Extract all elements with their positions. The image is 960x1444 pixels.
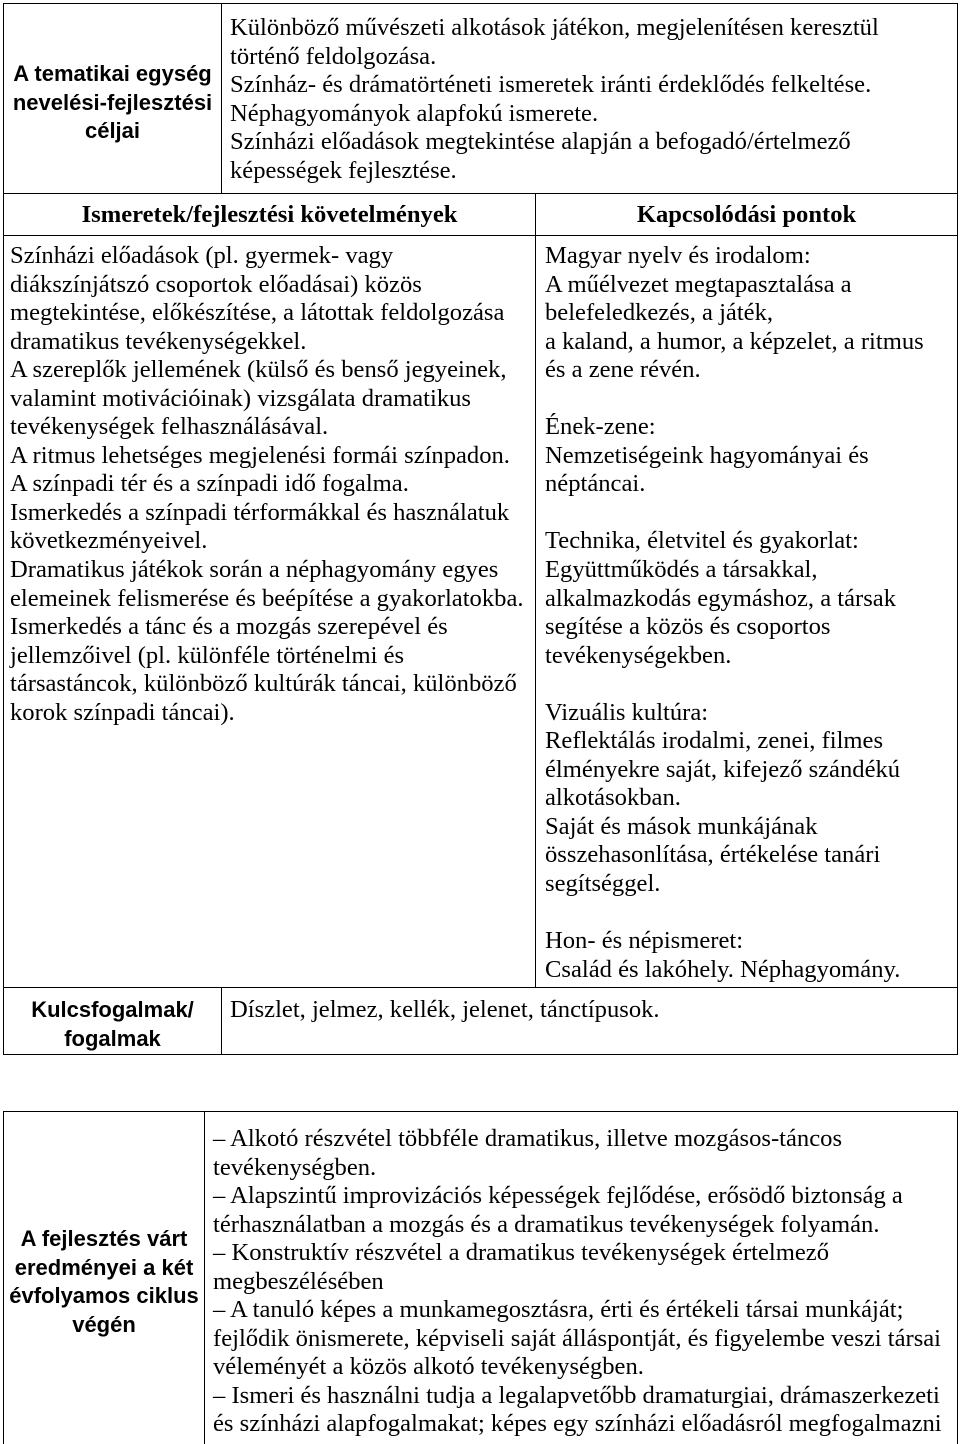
goals-label [4,4,222,194]
outcomes-label-line: A fejlesztés várt [20,1226,188,1251]
connection-line: a kaland, a humor, a képzelet, a ritmus [545,327,924,355]
requirement-line: társastáncok, különböző kultúrák táncai, különböző [10,670,517,698]
connection-subject: Hon- és népismeret: [545,927,744,955]
requirement-line: A színpadi tér és a színpadi idő fogalma. [10,470,409,498]
requirement-line: Ismerkedés a színpadi térformákkal és használatuk [10,498,510,526]
requirement-line: Dramatikus játékok során a néphagyomány egyes [10,556,499,584]
requirement-line: elemeinek felismerése és beépítése a gyakorlatokba. [10,584,524,612]
key-concepts-line: Díszlet, jelmez, kellék, jelenet, tánctípusok. [230,996,660,1023]
requirement-line: diákszínjátszó csoportok előadásai) közös [10,270,422,298]
outcome-line: és színházi alapfogalmakat; képes egy színházi előadásról megfogalmazni [213,1410,942,1438]
requirements-header: Ismeretek/fejlesztési követelmények [4,194,536,236]
connection-line: Család és lakóhely. Néphagyomány. [545,955,901,983]
outcomes-text [205,1112,958,1444]
goals-label-line: céljai [84,118,141,144]
outcomes-table [3,1111,958,1444]
connection-group-hungarian [545,242,953,385]
requirement-line: korok színpadi táncai). [10,698,235,726]
connection-line: néptáncai. [545,470,646,498]
connection-line: Együttműködés a társakkal, [545,556,818,584]
key-concepts-label-line: Kulcsfogalmak/ [31,997,194,1022]
connection-lines [545,727,953,898]
outcomes-label-line: végén [72,1311,136,1337]
key-concepts-text [222,988,958,1055]
connection-line: belefeledkezés, a játék, [545,299,774,327]
connection-lines [545,956,953,985]
goals-text [222,4,958,194]
requirements-text [4,236,536,988]
outcome-line: – Alapszintű improvizációs képességek fejlődése, erősödő biztonság a [213,1182,903,1210]
connection-line: Nemzetiségeink hagyományai és [545,441,869,469]
connection-line: Reflektálás irodalmi, zenei, filmes [545,727,884,755]
connection-line: tevékenységekben. [545,641,732,669]
connection-subject: Vizuális kultúra: [545,698,709,726]
outcomes-label-line: évfolyamos ciklus [9,1283,199,1309]
goals-line: Színház- és drámatörténeti ismeretek iránti érdeklődés felkeltése. [230,71,872,99]
connection-group-technology [545,527,953,670]
requirement-line: dramatikus tevékenységekkel. [10,327,307,355]
connection-line: élményekre saját, kifejező szándékú [545,755,901,783]
connection-subject: Magyar nyelv és irodalom: [545,242,811,269]
goals-line: Néphagyományok alapfokú ismerete. [230,99,599,127]
connection-group-music [545,413,953,499]
outcome-line: térhasználatban a mozgás és a dramatikus tevékenységek folyamán. [213,1210,880,1238]
requirement-line: A ritmus lehetséges megjelenési formái színpadon. [10,441,510,469]
requirement-line: Ismerkedés a tánc és a mozgás szerepével és [10,613,448,641]
connection-group-homeland [545,927,953,984]
connection-line: segítése a közös és csoportos [545,613,831,641]
connection-line: alkotásokban. [545,784,681,812]
goals-line: történő feldolgozása. [230,42,437,70]
connection-group-visual-culture [545,699,953,899]
outcome-line: fejlődik önismerete, képviseli saját álláspontját, és figyelembe veszi társai [213,1324,942,1352]
requirement-line: Színházi előadások (pl. gyermek- vagy [10,242,394,269]
connection-line: összehasonlítása, értékelése tanári [545,841,881,869]
outcomes-label-line: eredményei a két [14,1254,194,1280]
goals-line: Különböző művészeti alkotások játékon, megjelenítésen keresztül [230,14,879,41]
connection-line: Saját és mások munkájának [545,812,818,840]
outcomes-label [4,1112,205,1444]
outcome-line: tevékenységben. [213,1153,377,1181]
outcome-line: véleményét a közös alkotó tevékenységben. [213,1353,644,1381]
key-concepts-label [4,988,222,1055]
connection-line: és a zene révén. [545,356,701,384]
outcome-line: – Konstruktív részvétel a dramatikus tevékenységek értelmező [213,1239,829,1267]
connections-header: Kapcsolódási pontok [536,194,958,236]
connection-subject: Ének-zene: [545,413,656,441]
outcome-line: – A tanuló képes a munkamegosztásra, érti és értékeli társai munkáját; [213,1296,904,1324]
goals-label-line: A tematikai egység [13,61,212,86]
connection-subject: Technika, életvitel és gyakorlat: [545,527,859,555]
connection-lines [545,556,953,670]
goals-label-line: nevelési-fejlesztési [12,89,213,115]
requirement-line: megtekintése, előkészítése, a látottak feldolgozása [10,299,505,327]
connection-line: alkalmazkodás egymáshoz, a társak [545,584,897,612]
goals-line: képességek fejlesztése. [230,156,457,184]
connection-lines [545,271,953,385]
outcome-line: – Ismeri és használni tudja a legalapvetőbb dramaturgiai, drámaszerkezeti [213,1381,940,1409]
outcome-line: megbeszélésében [213,1267,384,1295]
requirement-line: következményeivel. [10,527,208,555]
connection-line: A műélvezet megtapasztalása a [545,270,852,298]
key-concepts-label-line: fogalmak [64,1025,161,1051]
requirement-line: tevékenységek felhasználásával. [10,413,329,441]
connections-text [536,236,958,988]
goals-line: Színházi előadások megtekintése alapján a befogadó/értelmező [230,128,851,156]
curriculum-table [3,3,958,1055]
requirement-line: valamint motivációinak) vizsgálata dramatikus [10,384,471,412]
requirement-line: A szereplők jellemének (külső és benső jegyeinek, [10,356,507,384]
connection-lines [545,442,953,499]
connection-line: segítséggel. [545,870,661,898]
outcome-line: – Alkotó részvétel többféle dramatikus, illetve mozgásos-táncos [213,1125,843,1152]
requirement-line: jellemzőivel (pl. különféle történelmi és [10,641,405,669]
